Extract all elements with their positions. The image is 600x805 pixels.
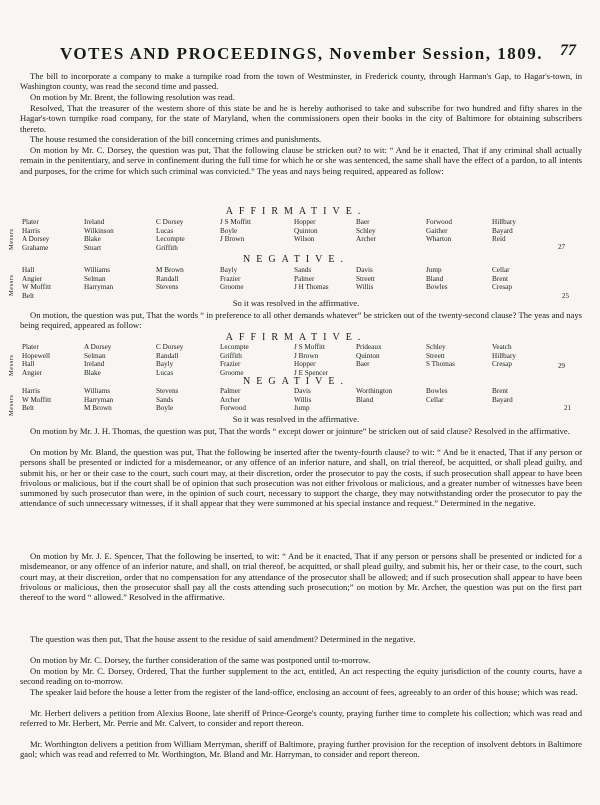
vote-2-resolution: So it was resolved in the affirmative.	[232, 414, 360, 424]
paragraph-turnpike-bill: The bill to incorporate a company to make a turnpike road from the town of Westminster, in Frederick county, through Harman's Gap, to Hagar's-town, in Washington county, was read the second time and passed.	[20, 71, 582, 92]
vote-2-nay-col-5: Davis Willis Jump	[294, 387, 312, 412]
vote-2-nay-count: 21	[564, 404, 571, 412]
vote-1-yea-col-6: Baer Schley Archer	[356, 218, 376, 243]
vote-1-nay-col-6: Davis Streett Willis	[356, 266, 375, 291]
vote-1-nay-messrs: Messrs	[8, 274, 15, 296]
vote-2-yea-col-2: A Dorsey Selman Ireland Blake	[84, 343, 112, 377]
paragraph-resumed: The house resumed the consideration of the bill concerning crimes and punishments.	[30, 134, 322, 144]
vote-1-affirmative-heading: AFFIRMATIVE.	[225, 206, 367, 217]
vote-2-yea-col-3: C Dorsey Randall Bayly Lucas	[156, 343, 184, 377]
vote-2-yea-col-4: Lecompte Griffith Frazier Groome	[220, 343, 249, 377]
paragraph-residue-question: The question was then put, That the house assent to the residue of said amendment? Determined in the negative.	[30, 634, 416, 644]
vote-1-nay-col-7: Jump Bland Bowles	[426, 266, 448, 291]
vote-2-affirmative-heading: AFFIRMATIVE.	[225, 332, 367, 343]
vote-1-nay-count: 25	[562, 292, 569, 300]
vote-1-nay-col-1: Hall Angier W Moffitt Belt	[22, 266, 52, 300]
vote-1-nay-col-3: M Brown Randall Stevens	[156, 266, 184, 291]
page-number: 77	[560, 42, 576, 59]
vote-2-nay-messrs: Messrs	[8, 394, 15, 416]
vote-2-yea-col-6: Prideaux Quinton Baer	[356, 343, 382, 368]
page-header	[60, 42, 576, 68]
vote-1-nay-col-8: Cellar Brent Cresap	[492, 266, 512, 291]
vote-2-nay-col-7: Bowles Cellar	[426, 387, 448, 404]
vote-2-nay-col-1: Harris W Moffitt Belt	[22, 387, 52, 412]
vote-2-yea-messrs: Messrs	[8, 354, 15, 376]
vote-1-nay-col-5: Sands Palmer J H Thomas	[294, 266, 329, 291]
vote-2-yea-col-7: Schley Streett S Thomas	[426, 343, 455, 368]
vote-1-yea-col-4: J S Moffitt Boyle J Brown	[220, 218, 252, 243]
paragraph-equity-supplement: On motion by Mr. C. Dorsey, Ordered, That the further supplement to the act, entitled, An act respecting the equity jurisdiction of the county courts, have a second reading on to-morrow.	[20, 666, 582, 687]
paragraph-brent-motion: On motion by Mr. Brent, the following resolution was read.	[30, 92, 235, 102]
vote-1-yea-col-1: Plater Harris A Dorsey Grahame	[22, 218, 50, 252]
vote-1-negative-heading: NEGATIVE.	[243, 254, 349, 265]
vote-1-yea-col-3: C Dorsey Lucas Lecompte Griffith	[156, 218, 185, 252]
vote-2-yea-col-8: Veatch Hillbary Cresap	[492, 343, 516, 368]
vote-1-yea-messrs: Messrs	[8, 228, 15, 250]
vote-1-yea-col-8: Hillbary Bayard Reid	[492, 218, 516, 243]
vote-2-negative-heading: NEGATIVE.	[243, 376, 349, 387]
vote-2-nay-col-3: Stevens Sands Boyle	[156, 387, 179, 412]
vote-1-nay-col-2: Williams Selman Harryman	[84, 266, 114, 291]
vote-1-yea-count: 27	[558, 243, 565, 251]
paragraph-bland-motion: On motion by Mr. Bland, the question was put, That the following be inserted after the twenty-fourth clause? to wit: “ And be it enacted, That if any person or persons shall be presented or indicted for a misdemeanor, or any offence of an inferior nature, and shall, on trial thereof, be acquitted, or shall plead guilty, and submit his, or her or their case to the court, such court may, at their discretion, order the prosecutor to pay the costs, if such prosecution shall appear to have been frivolous or malicious, but if the court shall be of opinion that such prosecution was not either frivolous or malicious, and a greater number of witnesses have been summoned by such prosecutor than were, in the opinion of such court, necessary to support the charge, they may notwithstanding order the prosecutor to pay the attendance of such unnecessary witnesses, if it shall appear that they were summoned at his special instance and request.” Determined in the negative.	[20, 447, 582, 509]
paragraph-boone-petition: Mr. Herbert delivers a petition from Alexius Boone, late sheriff of Prince-George's county, praying further time to complete his collection; which was read and referred to Mr. Herbert, Mr. Perrie and Mr. Calvert, to consider and report thereon.	[20, 708, 582, 729]
vote-2-yea-col-1: Plater Hopewell Hall Angier	[22, 343, 50, 377]
vote-2-yea-count: 29	[558, 362, 565, 370]
vote-1-yea-col-5: Hopper Quinton Wilson	[294, 218, 318, 243]
paragraph-dower-motion: On motion by Mr. J. H. Thomas, the question was put, That the words “ except dower or jointure” be stricken out of said clause? Resolved in the affirmative.	[30, 426, 570, 436]
vote-1-yea-col-2: Ireland Wilkinson Blake Stuart	[84, 218, 114, 252]
vote-2-nay-col-8: Brent Bayard	[492, 387, 513, 404]
paragraph-merryman-petition: Mr. Worthington delivers a petition from William Merryman, sheriff of Baltimore, praying further provision for the reception of insolvent debtors in Baltimore gaol; which was read and referred to Mr. Worthington, Mr. Bland and Mr. Harryman, to consider and report thereon.	[20, 739, 582, 760]
vote-1-nay-col-4: Bayly Frazier Groome	[220, 266, 244, 291]
paragraph-dorsey-motion: On motion by Mr. C. Dorsey, the question was put, That the following clause be stricken out? to wit: “ And be it enacted, That if any criminal shall actually remain in the penitentiary, and serve in confinement during the full time for which he or she was sentenced, the same shall have the effect of a pardon, to all intents and purposes, for the crime for which such criminal was convicted.” The yeas and nays being required, appeared as follow:	[20, 145, 582, 176]
vote-1-yea-col-7: Forwood Gaither Wharton	[426, 218, 452, 243]
paragraph-land-office-letter: The speaker laid before the house a letter from the register of the land-office, enclosing an account of fees, agreeably to an order of this house; which was read.	[30, 687, 578, 697]
paragraph-preference-motion: On motion, the question was put, That the words “ in preference to all other demands whatever” be stricken out of the twenty-second clause? The yeas and nays being required, appeared as follow:	[20, 310, 582, 331]
vote-2-nay-col-4: Palmer Archer Forwood	[220, 387, 246, 412]
vote-2-nay-col-6: Worthington Bland	[356, 387, 393, 404]
paragraph-spencer-motion: On motion by Mr. J. E. Spencer, That the following be inserted, to wit: “ And be it enacted, That if any person or persons shall be presented or indicted for a misdemeanor, or any offence of an inferior nature, and shall, on trial thereof, be acquitted, or shall plead guilty, and submit his, her or their case, to the court, such court may, at their discretion, order that no compensation for any attendance of the prosecutor shall be allowed; and if such prosecution shall appear to have been frivolous or malicious, then the prosecutor shall pay all the costs attending such prosecution;” on motion by Mr. Archer, the question was put on the first part thereof to the word “ allowed.” Resolved in the affirmative.	[20, 551, 582, 603]
paragraph-postponed: On motion by Mr. C. Dorsey, the further consideration of the same was postponed until to-morrow.	[30, 655, 371, 665]
paragraph-resolved: Resolved, That the treasurer of the western shore of this state be and he is hereby authorised to take and subscribe for two hundred and fifty shares in the Hagar's-town turnpike road company, for the state of Maryland, when the commissioners open their books in the city of Baltimore for obtaining subscribers thereto.	[20, 103, 582, 134]
vote-2-yea-col-5: J S Moffitt J Brown Hopper J E Spencer	[294, 343, 328, 377]
vote-1-resolution: So it was resolved in the affirmative.	[232, 298, 360, 308]
vote-2-nay-col-2: Williams Harryman M Brown	[84, 387, 114, 412]
page-title: VOTES AND PROCEEDINGS, November Session, 1809.	[60, 44, 544, 63]
